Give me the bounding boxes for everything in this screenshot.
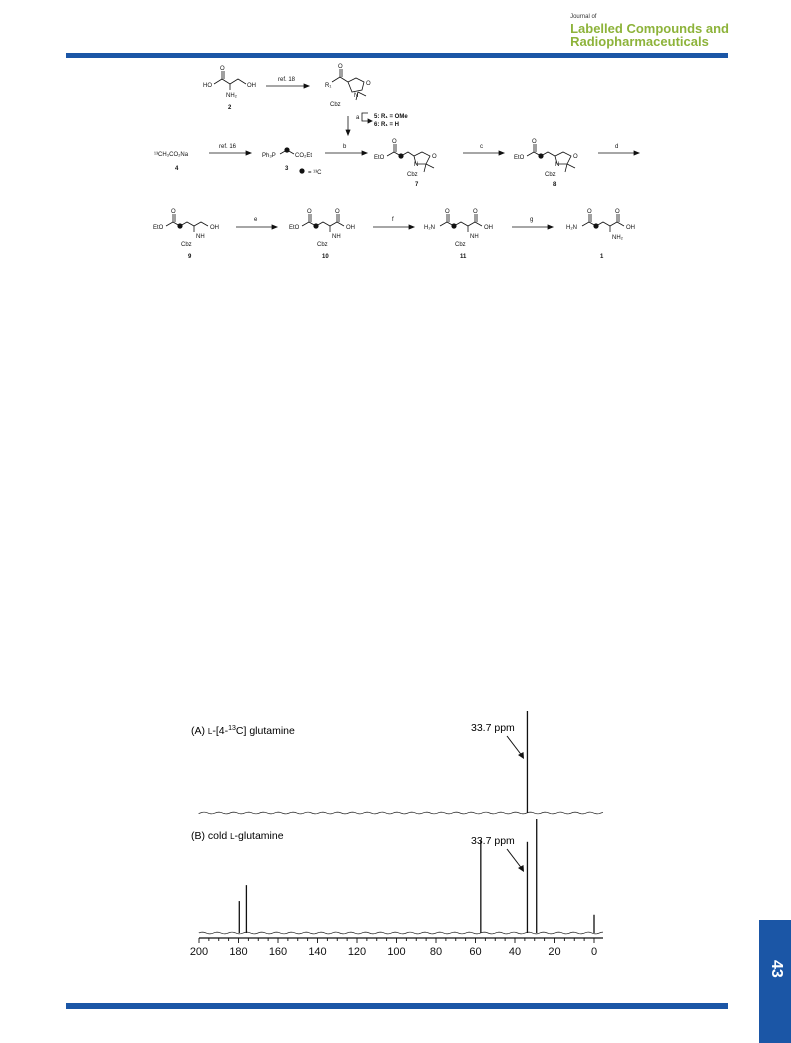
panel-b-label: (B) cold L-glutamine [191, 830, 284, 842]
c7-cbz: Cbz [407, 172, 418, 178]
panel-b-baseline [199, 932, 603, 934]
arrow-d-label: d [615, 144, 619, 150]
journal-prefix: Journal of [570, 14, 597, 20]
c11-oh: OH [484, 225, 493, 231]
compound-11-label: 11 [460, 254, 467, 260]
c1-acid-o: O [615, 209, 620, 215]
panel-a-annotation: 33.7 ppm [471, 722, 515, 734]
c2-carbonyl-o: O [220, 66, 225, 72]
synthesis-scheme [0, 60, 791, 360]
x-tick-label: 160 [268, 946, 288, 958]
compound-2-chain [214, 79, 246, 84]
compound-1-label: 1 [600, 254, 604, 260]
arrow-g-label: g [530, 217, 534, 223]
compound-2-label: 2 [228, 105, 232, 111]
compound-5-ring [348, 78, 364, 92]
c8-n: N [555, 162, 560, 168]
c3-ph3p: Ph₃P [262, 153, 276, 159]
compound-8-label: 8 [553, 182, 557, 188]
compound-10-label: 10 [322, 254, 329, 260]
footer-rule [66, 1003, 728, 1009]
x-tick-label: 20 [548, 946, 561, 958]
c7-o: O [432, 154, 437, 160]
c9-nh: NH [196, 234, 205, 240]
c5-cbz: Cbz [330, 102, 341, 108]
c5-n: N [354, 93, 359, 99]
c10-eto: EtO [289, 225, 300, 231]
c4-formula: ¹³CH₃CO₂Na [154, 152, 189, 158]
compound-3-label: 3 [285, 166, 289, 172]
c10-acid-o: O [335, 209, 340, 215]
journal-title-line2: Radiopharmaceuticals [570, 34, 709, 49]
c1-carbonyl-o: O [587, 209, 592, 215]
nmr-panel-b [191, 819, 603, 934]
arrow-a-label: a [356, 115, 360, 121]
c5-definition: 5: R₁ = OMe [374, 114, 408, 120]
compound-7-label: 7 [415, 182, 419, 188]
c3-co2et: CO₂Et [295, 153, 312, 159]
x-tick-label: 100 [387, 946, 406, 958]
c10-carbonyl-o: O [307, 209, 312, 215]
ref16-label: ref. 16 [219, 144, 237, 150]
nmr-panel-a [191, 711, 603, 814]
arrow-f-label: f [392, 217, 394, 223]
c11-cbz: Cbz [455, 242, 466, 248]
arrow-c-label: c [480, 144, 483, 150]
c9-carbonyl-o: O [171, 209, 176, 215]
c9-eto: EtO [153, 225, 164, 231]
compound-4-label: 4 [175, 166, 179, 172]
x-axis [190, 938, 603, 958]
c9-cbz: Cbz [181, 242, 192, 248]
c6-definition: 6: R₁ = H [374, 122, 399, 128]
c11-h2n: H₂N [424, 225, 435, 231]
c7-eto: EtO [374, 155, 385, 161]
annotation-arrowhead [518, 865, 524, 872]
x-tick-label: 80 [429, 946, 443, 958]
c7-n: N [414, 162, 419, 168]
panel-a-label: (A) L-[4-$^{13}$C] glutamine [191, 725, 295, 737]
x-tick-label: 120 [347, 946, 367, 958]
c8-o: O [573, 154, 578, 160]
c2-ho: HO [203, 83, 212, 89]
c11-nh: NH [470, 234, 479, 240]
c10-nh: NH [332, 234, 341, 240]
legend-13c: = ¹³C [308, 170, 322, 176]
c11-carbonyl-o: O [445, 209, 450, 215]
c2-nh2: NH₂ [226, 93, 237, 99]
c7-carbonyl-o: O [392, 139, 397, 145]
x-tick-label: 40 [508, 946, 522, 958]
page-number-tab [759, 920, 791, 1043]
panel-b-annotation: 33.7 ppm [471, 835, 515, 847]
c1-oh: OH [626, 225, 635, 231]
arrow-e-label: e [254, 217, 258, 223]
carbon-13-markers [177, 147, 598, 228]
annotation-arrowhead [518, 752, 524, 759]
c1-h2n: H₂N [566, 225, 577, 231]
x-tick-label: 60 [469, 946, 482, 958]
x-tick-label: 200 [189, 946, 209, 958]
c8-cbz: Cbz [545, 172, 556, 178]
x-tick-label: 180 [229, 946, 248, 958]
c5-r1: R₁ [325, 83, 332, 89]
c8-eto: EtO [514, 155, 525, 161]
arrow-b-label: b [343, 144, 347, 150]
panel-a-baseline [199, 812, 603, 814]
c5-o: O [366, 81, 371, 87]
c10-cbz: Cbz [317, 242, 328, 248]
journal-title-line1: Labelled Compounds and [570, 21, 729, 36]
journal-header [570, 14, 729, 48]
c1-nh2: NH₂ [612, 235, 623, 241]
page-number: 43 [768, 960, 785, 978]
c8-carbonyl-o: O [532, 139, 537, 145]
compound-9-label: 9 [188, 254, 192, 260]
header-rule [66, 53, 728, 58]
c10-oh: OH [346, 225, 355, 231]
c2-oh: OH [247, 83, 256, 89]
c5-carbonyl-o: O [338, 64, 343, 70]
nmr-spectra-figure [0, 700, 791, 970]
x-tick-label: 0 [590, 946, 598, 958]
c9-oh: OH [210, 225, 219, 231]
x-tick-label: 140 [308, 946, 327, 958]
c11-acid-o: O [473, 209, 478, 215]
ref18-label: ref. 18 [278, 77, 296, 83]
